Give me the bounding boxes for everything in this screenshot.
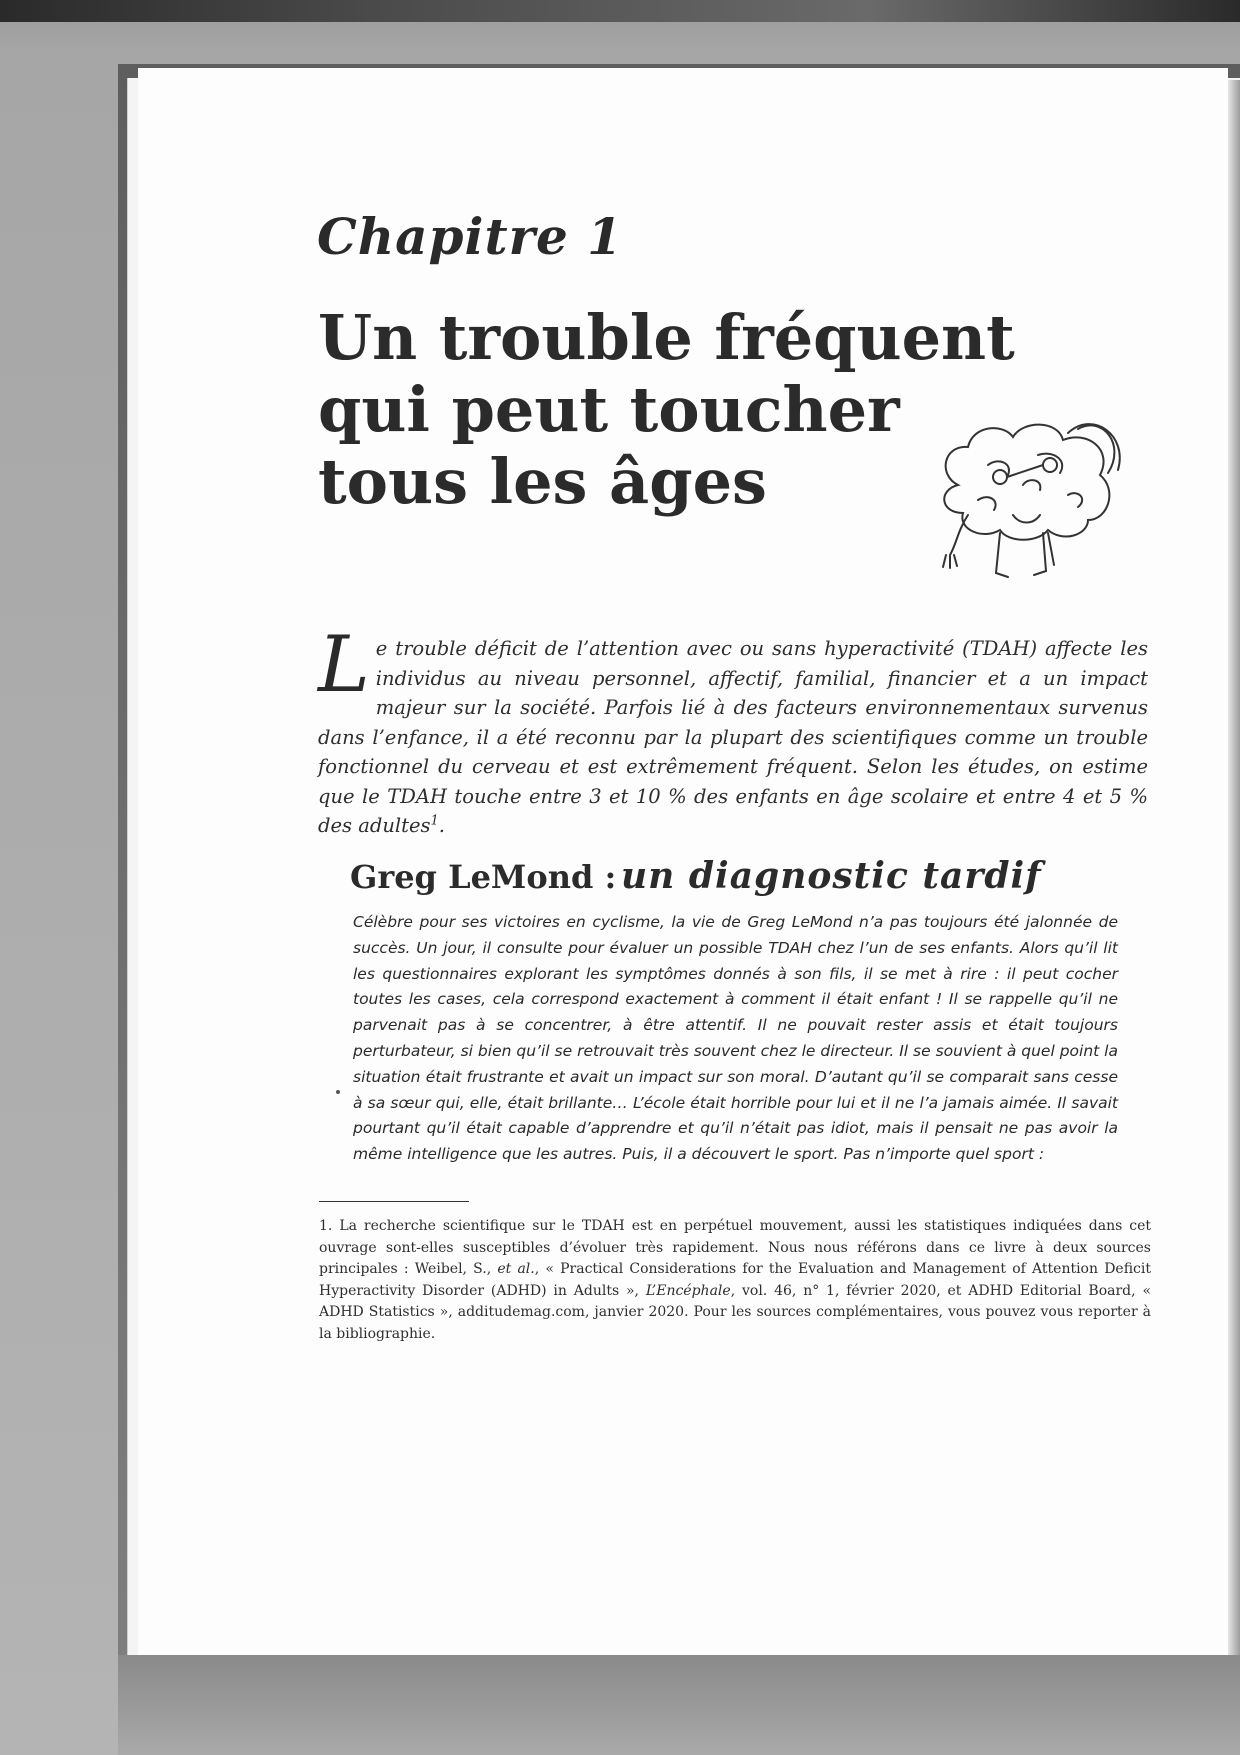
chapter-title-line: qui peut toucher — [318, 373, 900, 446]
section-heading — [350, 855, 1042, 897]
section-body-text: Célèbre pour ses victoires en cyclisme, la vie de Greg LeMond n’a pas toujours été jalonnée de succès. Un jour, il consulte pour évaluer un possible TDAH chez l’un de ses enfants. Alors qu’il lit les questionnaires explorant les symptômes donnés à son fils, il se met à rire : il peut cocher toutes les cases, cela correspond exactement à comment il était enfant ! Il se rappelle qu’il ne parvenait pas à se concentrer, à être attentif. Il ne pouvait rester assis et était toujours perturbateur, si bien qu’il se retrouvait très souvent chez le directeur. Il se souvient à quel point la situation était frustrante et avait un impact sur son moral. D’autant qu’il se comparait sans cesse à sa sœur qui, elle, était brillante… L’école était horrible pour lui et il ne l’a jamais aimée. Il savait pourtant qu’il était capable d’apprendre et qu’il n’était pas idiot, mais il pensait ne pas avoir la même intelligence que les autres. Puis, il a découvert le sport. Pas n’importe quel sport : — [353, 913, 1118, 1164]
intro-end: . — [438, 814, 445, 837]
footnote-part: , « Practical Considerations for the Evaluation and Management of Attention Deficit Hyperactivity Disorder (ADHD) in Adults », — [319, 1261, 1151, 1299]
intro-text: e trouble déficit de l’attention avec ou sans hyperactivité (TDAH) affecte les individus au niveau personnel, affectif, familial, financier et a un impact majeur sur la société. Parfois lié à des facteurs environnementaux survenus dans l’enfance, il a été reconnu par la plupart des scientifiques comme un trouble fonctionnel du cerveau et est extrêmement fréquent. Selon les études, on estime que le TDAH touche entre 3 et 10 % des enfants en âge scolaire et entre 4 et 5 % des adultes — [318, 637, 1148, 837]
intro-paragraph — [318, 620, 1148, 841]
footnote — [319, 1216, 1151, 1345]
chapter-title-line: Un trouble fréquent — [318, 301, 1015, 374]
footnote-part: , vol. 46, n° 1, février 2020, et ADHD Editorial Board, « ADHD Statistics », additudemag.com, janvier 2020. Pour les sources complémentaires, vous pouvez vous reporter à la bibliographie. — [319, 1282, 1152, 1342]
footnote-journal: L’Encéphale — [645, 1282, 731, 1299]
brain-character-illustration — [928, 415, 1128, 590]
footnote-part: 1. La recherche scientifique sur le TDAH est en perpétuel mouvement, aussi les statistiques indiquées dans cet ouvrage sont-elles susceptibles d’évoluer très rapidement. Nous nous référons dans ce livre à deux sources principales : Weibel, S., — [319, 1218, 1151, 1277]
section-heading-subtitle: un diagnostic tardif — [620, 855, 1042, 897]
chapter-label: Chapitre 1 — [317, 207, 623, 266]
footnote-reference: 1 — [430, 813, 439, 829]
footnote-et-al: et al. — [497, 1261, 535, 1277]
section-heading-name: Greg LeMond : — [350, 858, 617, 896]
chapter-title — [318, 302, 1018, 518]
drop-cap: L — [318, 620, 370, 710]
footnote-separator — [319, 1201, 469, 1202]
stray-dot — [336, 1090, 340, 1094]
chapter-title-line: tous les âges — [318, 445, 767, 518]
